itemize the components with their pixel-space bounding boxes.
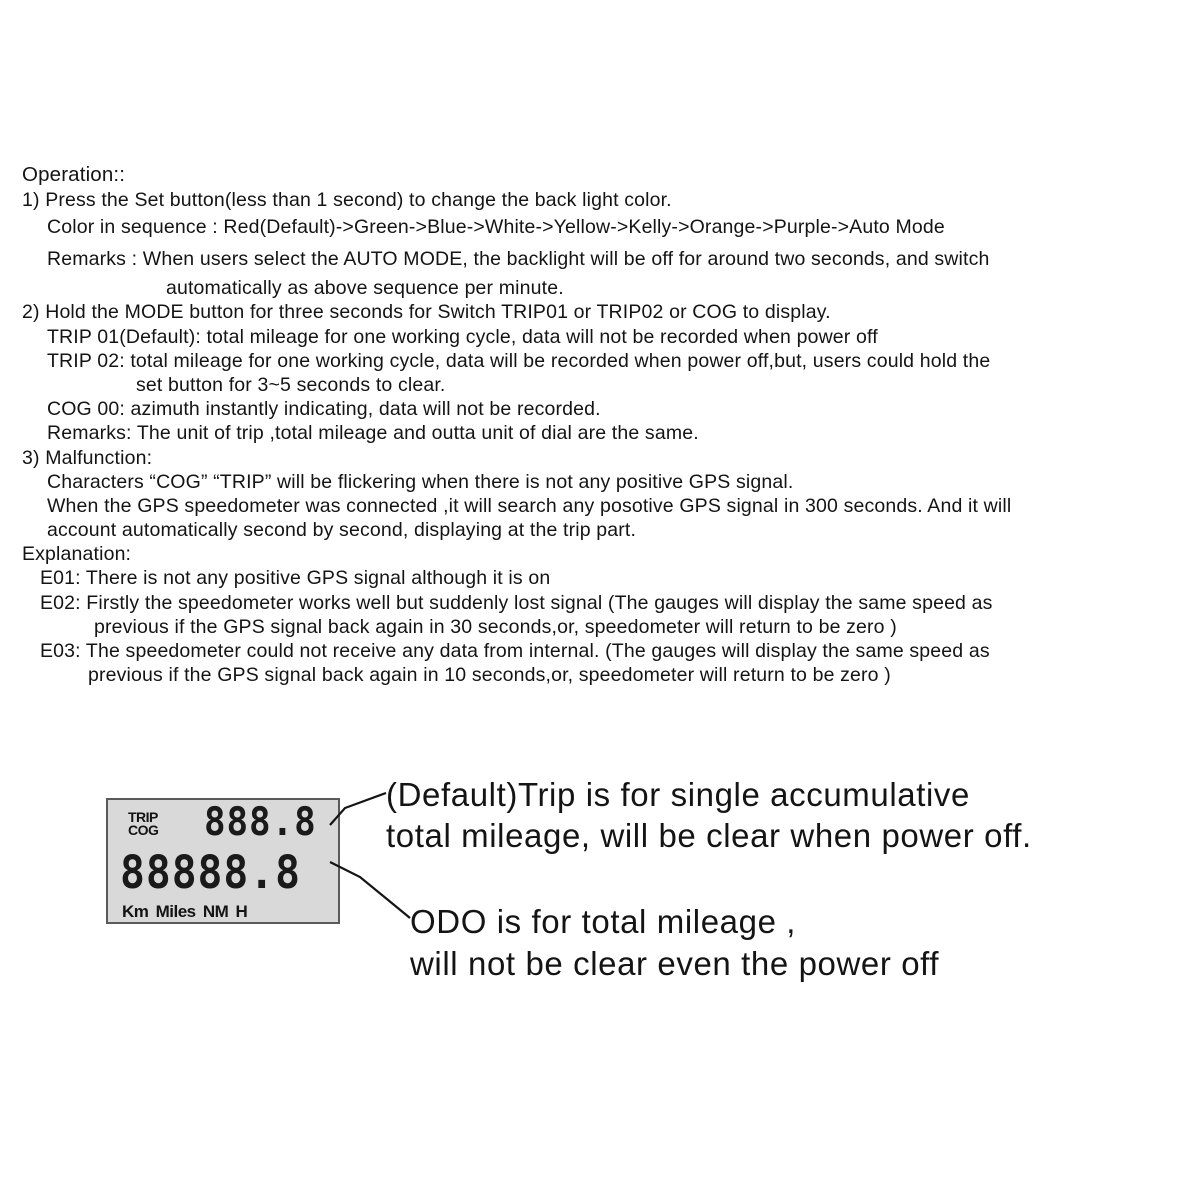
trip-callout-line2: total mileage, will be clear when power off. [386, 817, 1032, 854]
step3-line2: When the GPS speedometer was connected ,it will search any posotive GPS signal in 300 seconds. And it will [47, 495, 1012, 517]
step1-remarks: Remarks : When users select the AUTO MODE, the backlight will be off for around two seconds, and switch [47, 248, 990, 270]
lcd-trip-digits: 888.8 [204, 800, 317, 845]
step1-title: 1) Press the Set button(less than 1 second) to change the back light color. [22, 189, 672, 211]
step1-remarks-cont: automatically as above sequence per minute. [166, 277, 564, 299]
step3-title: 3) Malfunction: [22, 447, 153, 469]
error-e03-cont: previous if the GPS signal back again in 10 seconds,or, speedometer will return to be zero ) [88, 664, 891, 686]
odo-leader-line [330, 862, 410, 918]
error-e03: E03: The speedometer could not receive any data from internal. (The gauges will display the same speed as [40, 640, 990, 662]
lcd-units-row: Km Miles NM H [122, 902, 248, 921]
trip-callout-line1: (Default)Trip is for single accumulative [386, 776, 970, 813]
step2-trip01: TRIP 01(Default): total mileage for one working cycle, data will not be recorded when power off [47, 326, 878, 348]
lcd-cog-label: COG [128, 822, 159, 838]
step2-trip02-cont: set button for 3~5 seconds to clear. [136, 374, 446, 396]
step1-color-sequence: Color in sequence : Red(Default)->Green->Blue->White->Yellow->Kelly->Orange->Purple->Auto Mode [47, 216, 945, 238]
step3-line1: Characters “COG” “TRIP” will be flickering when there is not any positive GPS signal. [47, 471, 794, 493]
step3-line3: account automatically second by second, displaying at the trip part. [47, 519, 637, 541]
error-e02-cont: previous if the GPS signal back again in 30 seconds,or, speedometer will return to be zero ) [94, 616, 897, 638]
odo-callout-line2: will not be clear even the power off [410, 945, 940, 982]
error-e02: E02: Firstly the speedometer works well but suddenly lost signal (The gauges will display the same speed as [40, 592, 993, 614]
step2-cog: COG 00: azimuth instantly indicating, data will not be recorded. [47, 398, 601, 420]
step2-trip02: TRIP 02: total mileage for one working cycle, data will be recorded when power off,but, users could hold the [47, 350, 991, 372]
operation-heading: Operation:: [22, 163, 126, 186]
error-e01: E01: There is not any positive GPS signal although it is on [40, 567, 551, 589]
lcd-trip-label: TRIP [128, 809, 158, 825]
step2-remarks: Remarks: The unit of trip ,total mileage and outta unit of dial are the same. [47, 422, 699, 444]
trip-leader-line [330, 793, 386, 825]
explanation-heading: Explanation: [22, 543, 132, 565]
odo-callout-line1: ODO is for total mileage , [410, 903, 797, 940]
lcd-odo-digits: 88888.8 [120, 846, 301, 899]
step2-title: 2) Hold the MODE button for three seconds for Switch TRIP01 or TRIP02 or COG to display. [22, 301, 831, 323]
